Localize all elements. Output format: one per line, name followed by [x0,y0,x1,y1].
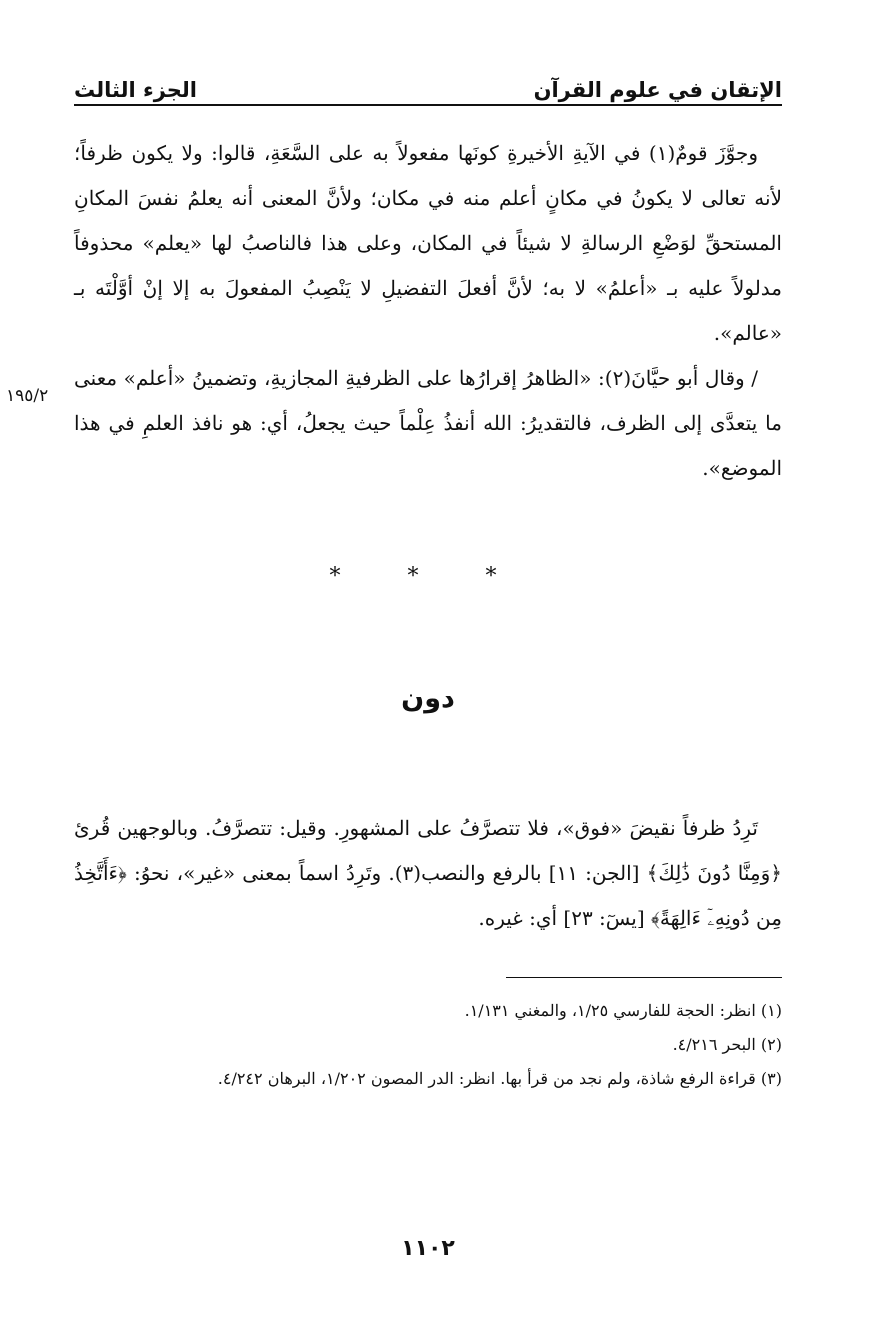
book-title: الإتقان في علوم القرآن [533,78,782,102]
footnotes [74,994,782,1096]
paragraph-1: وجوَّزَ قومٌ(١) في الآيةِ الأخيرةِ كونَها مفعولاً به على السَّعَةِ، قالوا: ولا يكون ظرفاً؛ لأنه تعالى لا يكونُ في مكانٍ أعلم منه في مكان؛ ولأنَّ المعنى أنه يعلمُ نفسَ المكانِ المستحقِّ لوَضْعِ الرسالةِ لا شيئاً في المكان، وعلى هذا فالناصبُ لها «يعلم» محذوفاً مدلولاً عليه بـ «أعلمُ» لا به؛ لأنَّ أفعلَ التفضيلِ لا يَنْصِبُ المفعولَ به إلا إنْ أوَّلْتَه بـ «عالم». [74,141,782,345]
paragraph-3: تَرِدُ ظرفاً نقيضَ «فوق»، فلا تتصرَّفُ على المشهورِ. وقيل: تتصرَّفُ. وبالوجهين قُرئ ﴿وَمِنَّا دُونَ ذَٰلِكَ﴾ [الجن: ١١] بالرفع والنصب(٣). وتَرِدُ اسماً بمعنى «غير»، نحوُ: ﴿ءَأَتَّخِذُ مِن دُونِهِۦٓ ءَالِهَةً﴾ [يسٓ: ٢٣] أي: غيره. [74,816,782,930]
footnote-rule [506,977,782,978]
running-header [74,62,782,102]
footnote-3: (٣) قراءة الرفع شاذة، ولم نجد من قرأ بها. انظر: الدر المصون ١/٢٠٢، البرهان ٤/٢٤٢. [217,1069,782,1088]
section-separator: * * * [329,564,527,589]
margin-page-reference: ١٩٥/٢ [6,386,49,406]
section-title: دون [401,683,455,714]
paragraph-2: / وقال أبو حيَّانَ(٢): «الظاهرُ إقرارُها على الظرفيةِ المجازيةِ، وتضمينُ «أعلم» معنى ما يتعدَّى إلى الظرف، فالتقديرُ: الله أنفذُ عِلْماً حيث يجعلُ، أي: هو نافذ العلمِ في هذا الموضع». [74,366,782,480]
page-number: ١١٠٢ [401,1236,455,1261]
footnote-2: (٢) البحر ٤/٢١٦. [672,1035,782,1054]
header-rule [74,104,782,106]
section-2-text [74,806,782,941]
footnote-1: (١) انظر: الحجة للفارسي ١/٢٥، والمغني ١/١٣١. [464,1001,782,1020]
volume-label: الجزء الثالث [74,78,197,102]
section-1-text [74,131,782,491]
